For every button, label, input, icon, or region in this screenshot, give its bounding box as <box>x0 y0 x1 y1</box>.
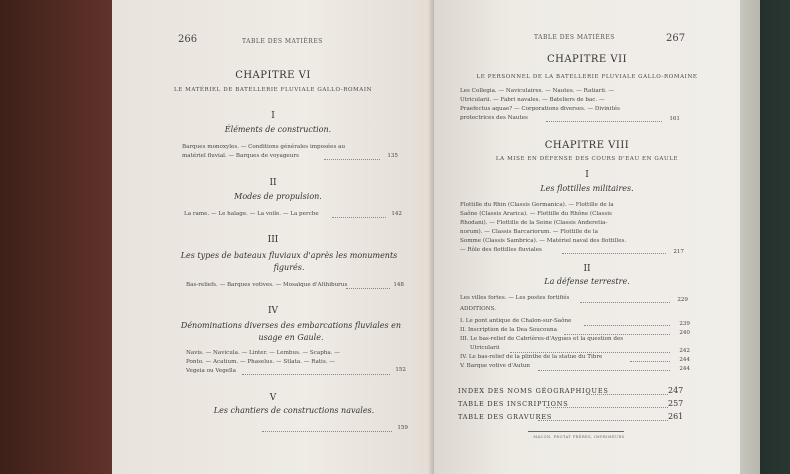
addition-line: III. Le bas-relief de Cabrières-d'Aygues et la question des <box>460 336 624 342</box>
entry-page: 148 <box>393 282 404 288</box>
chapter-subtitle: LA MISE EN DÉFENSE DES COURS D'EAU EN GAULE <box>495 156 679 162</box>
addition-page: 240 <box>679 330 690 336</box>
section-title: Modes de propulsion. <box>234 192 322 201</box>
index-page: 257 <box>668 399 684 408</box>
leader-dots <box>324 159 380 160</box>
entry-page: 229 <box>677 297 688 303</box>
leader-dots <box>332 217 386 218</box>
section-number: III <box>267 235 279 245</box>
entry-line: Navis. — Navicula. — Linter. — Lembus. — Scapha. — <box>186 350 340 356</box>
entry-line: Saône (Classis Ararica). — Flottille du Rhône (Classis <box>460 211 612 217</box>
leader-dots <box>510 352 670 353</box>
section-title: La défense terrestre. <box>544 277 630 286</box>
entry-line: Somme (Classis Sambrica). — Matériel naval des flottilles. <box>460 238 627 244</box>
entry-line: matériel fluvial. — Barques de voyageurs <box>182 153 299 159</box>
entry-line: Barques monoxyles. — Conditions générales imposées au <box>182 144 346 150</box>
index-entry: INDEX DES NOMS GÉOGRAPHIQUES <box>458 387 609 395</box>
index-entry: TABLE DES INSCRIPTIONS <box>458 400 569 408</box>
addition-page: 244 <box>679 357 690 363</box>
chapter-title: CHAPITRE VIII <box>544 140 630 151</box>
leader-dots <box>584 325 670 326</box>
page-number: 266 <box>178 34 198 45</box>
chapter-title: CHAPITRE VI <box>235 70 311 81</box>
entry-line: Praefectus aquae? — Corporations diverses. — Divinités <box>460 106 620 112</box>
addition-page: 242 <box>679 348 690 354</box>
index-page: 261 <box>668 412 684 421</box>
section-title: Dénominations diverses des embarcations fluviales en usage en Gaule. <box>180 321 402 342</box>
entry-line: Bas-reliefs. — Barques votives. — Mosaïque d'Althiburus <box>186 282 348 288</box>
leader-dots <box>586 394 668 395</box>
next-page-edge <box>738 0 760 474</box>
leader-dots <box>564 334 670 335</box>
section-number: II <box>269 178 277 188</box>
section-title: Les types de bateaux fluviaux d'après les monuments figurés. <box>180 251 398 272</box>
leader-dots <box>546 121 662 122</box>
leader-dots <box>262 431 392 432</box>
addition-page: 239 <box>679 321 690 327</box>
addition-line: V. Barque votive d'Autun <box>460 363 531 369</box>
chapter-subtitle: LE MATÉRIEL DE BATELLERIE FLUVIALE GALLO-ROMAIN <box>173 87 373 93</box>
right-page <box>434 0 740 474</box>
addition-line: IV. Le bas-relief de la plinthe de la statue du Tibre <box>460 354 603 360</box>
additions-label: ADDITIONS. <box>460 306 497 312</box>
page-number: 267 <box>666 33 686 44</box>
section-number: I <box>585 170 589 180</box>
imprint: MACON, PROTAT FRÈRES, IMPRIMEURS <box>533 435 625 439</box>
entry-page: 142 <box>391 211 402 217</box>
leader-dots <box>242 374 390 375</box>
entry-page: 135 <box>387 153 398 159</box>
index-entry: TABLE DES GRAVURES <box>458 413 553 421</box>
addition-line: II. Inscription de la Dea Soucouna <box>460 327 557 333</box>
section-title: Les flottilles militaires. <box>540 184 634 193</box>
imprint-rule <box>528 431 624 432</box>
entry-line: protectrices des Nautes <box>460 115 528 121</box>
leader-dots <box>346 288 390 289</box>
entry-line: Ponto. — Acatium. — Phaselus. — Stlata. — Ratis. — <box>186 359 335 365</box>
leader-dots <box>538 370 670 371</box>
addition-line: I. Le pont antique de Chalon-sur-Saône <box>460 318 572 324</box>
entry-line: Les villes fortes. — Les postes fortifiés <box>460 295 570 301</box>
section-title: Éléments de construction. <box>224 125 332 134</box>
entry-page: 161 <box>669 116 680 122</box>
running-header: TABLE DES MATIÈRES <box>534 34 615 41</box>
entry-line: Utricularii. — Fabri navales. — Bateliers de bac. — <box>460 97 605 103</box>
entry-line: — Rôle des flottilles fluviales <box>460 247 542 253</box>
chapter-subtitle: LE PERSONNEL DE LA BATELLERIE FLUVIALE GALLO-ROMAINE <box>476 74 698 80</box>
index-page: 247 <box>668 386 684 395</box>
entry-page: 152 <box>395 367 406 373</box>
entry-line: La rame. — Le halage. — La voile. — La perche <box>184 211 319 217</box>
section-number: IV <box>267 306 279 316</box>
chapter-title: CHAPITRE VII <box>546 54 628 65</box>
entry-line: Les Collegia. — Naviculaires. — Nautes. — Ratiarii. — <box>460 88 615 94</box>
section-number: II <box>583 264 591 274</box>
leader-dots <box>562 253 666 254</box>
leader-dots <box>546 407 668 408</box>
leader-dots <box>630 361 670 362</box>
entry-line: Vegeia ou Vegella <box>186 368 237 374</box>
addition-page: 244 <box>679 366 690 372</box>
section-number: V <box>269 393 277 403</box>
left-page <box>112 0 434 474</box>
addition-line: Utricularii <box>470 345 500 351</box>
leader-dots <box>538 420 668 421</box>
running-header: TABLE DES MATIÈRES <box>242 38 323 45</box>
entry-line: Rhodani). — Flottille de la Seine (Classis Anderetia- <box>460 220 608 226</box>
section-title: Les chantiers de constructions navales. <box>213 406 375 415</box>
section-number: I <box>271 111 275 121</box>
entry-line: Flottille du Rhin (Classis Germanica). — Flottille de la <box>460 202 614 208</box>
entry-page: 159 <box>397 425 408 431</box>
leader-dots <box>580 302 670 303</box>
entry-page: 217 <box>673 249 684 255</box>
entry-line: norum). — Classis Barcariorum. — Flottille de la <box>460 229 598 235</box>
